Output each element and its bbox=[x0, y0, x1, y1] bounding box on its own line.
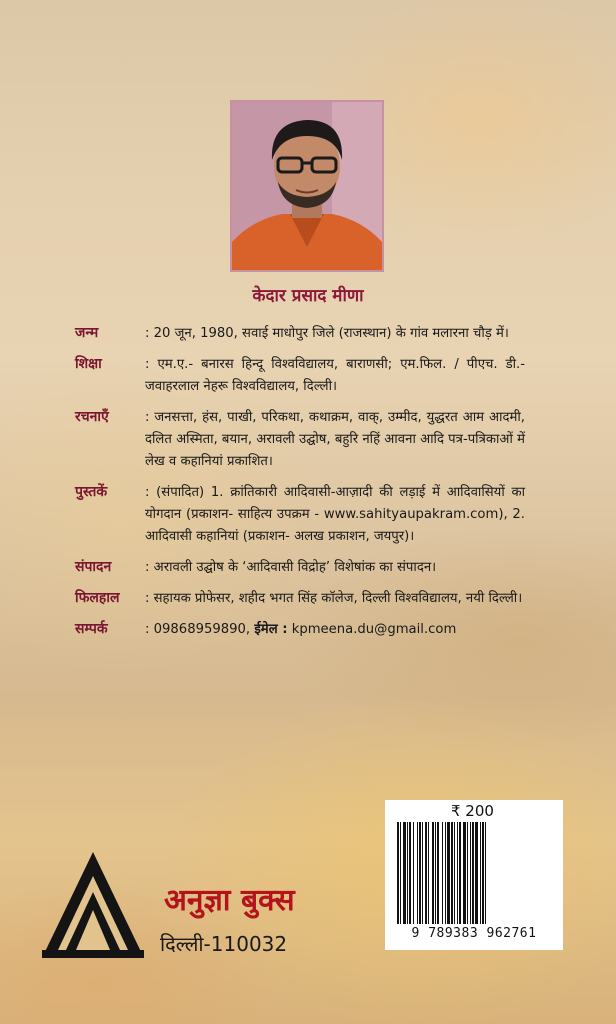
contact-email-label: ईमेल : bbox=[254, 622, 288, 637]
bio-label: जन्म bbox=[75, 325, 99, 341]
barcode-bar bbox=[400, 822, 401, 924]
bio-label: फिलहाल bbox=[75, 590, 120, 606]
bio-value: : सहायक प्रोफेसर, शहीद भगत सिंह कॉलेज, दिल्ली विश्वविद्यालय, नयी दिल्ली। bbox=[145, 591, 523, 606]
barcode-bar bbox=[451, 822, 453, 924]
bio-value: : एम.ए.- बनारस हिन्दू विश्वविद्यालय, बाराणसी; एम.फिल. / पीएच. डी.- जवाहरलाल नेहरू विश्वविद्यालय, दिल्ली। bbox=[145, 357, 525, 394]
bio-row-birth bbox=[75, 323, 525, 345]
barcode-bar bbox=[485, 822, 486, 924]
bio-label: सम्पर्क bbox=[75, 621, 108, 637]
bio-label: पुस्तकें bbox=[75, 484, 108, 500]
isbn-number: 9 789383 962761 bbox=[411, 926, 537, 941]
bio-row-education bbox=[75, 354, 525, 398]
barcode-bar bbox=[428, 822, 429, 924]
bio-label: संपादन bbox=[75, 559, 112, 575]
author-portrait-illustration bbox=[232, 102, 382, 270]
barcode-bar bbox=[480, 822, 481, 924]
author-bio bbox=[75, 323, 525, 650]
barcode-bar bbox=[442, 822, 443, 924]
barcode-bar bbox=[437, 822, 439, 924]
barcode-bar bbox=[472, 822, 474, 924]
barcode-label bbox=[385, 800, 563, 950]
bio-row-books bbox=[75, 482, 525, 548]
price-tag: ₹ 200 bbox=[451, 802, 494, 820]
contact-email: kpmeena.du@gmail.com bbox=[291, 622, 457, 637]
barcode-bar bbox=[413, 822, 414, 924]
barcode-bar bbox=[475, 822, 478, 924]
bio-label: रचनाएँ bbox=[75, 409, 109, 425]
bio-value: : जनसत्ता, हंस, पाखी, परिकथा, कथाक्रम, वाक्, उम्मीद, युद्धरत आम आदमी, दलित अस्मिता, बयान, अरावली उद्घोष, बहुरि नहिं आवना आदि पत्र-पत्रिकाओं में लेख व कहानियां प्रकाशित। bbox=[145, 410, 525, 469]
bio-value: : अरावली उद्घोष के ‘आदिवासी विद्रोह’ विशेषांक का संपादन। bbox=[145, 560, 437, 575]
barcode-bar bbox=[403, 822, 406, 924]
bio-label: शिक्षा bbox=[75, 356, 102, 372]
publisher-city: दिल्ली-110032 bbox=[160, 932, 288, 956]
barcode-bar bbox=[467, 822, 468, 924]
barcode-bar bbox=[425, 822, 427, 924]
barcode-bar bbox=[419, 822, 421, 924]
barcode-bar bbox=[457, 822, 458, 924]
barcode-bar bbox=[445, 822, 446, 924]
barcode-bar bbox=[407, 822, 408, 924]
barcode-bar bbox=[447, 822, 450, 924]
barcode-icon bbox=[395, 822, 553, 924]
barcode-bar bbox=[482, 822, 484, 924]
author-name: केदार प्रसाद मीणा bbox=[252, 286, 364, 306]
contact-value bbox=[145, 619, 525, 641]
barcode-bar bbox=[422, 822, 423, 924]
barcode-bar bbox=[432, 822, 434, 924]
barcode-bar bbox=[417, 822, 418, 924]
bio-row-current bbox=[75, 588, 525, 610]
publisher-logo bbox=[40, 850, 146, 964]
bio-row-contact bbox=[75, 619, 525, 641]
bio-value: : (संपादित) 1. क्रांतिकारी आदिवासी-आज़ादी की लड़ाई में आदिवासियों का योगदान (प्रकाशन- साहित्य उपक्रम - www.sahityaupakram.com), 2. आदिवासी कहानियां (प्रकाशन- अलख प्रकाशन, जयपुर)। bbox=[145, 485, 525, 544]
publisher-a-logo-icon bbox=[40, 850, 146, 960]
barcode-bar bbox=[409, 822, 411, 924]
barcode-bar bbox=[459, 822, 461, 924]
barcode-bar bbox=[463, 822, 466, 924]
contact-phone: : 09868959890, bbox=[145, 622, 251, 637]
barcode-bar bbox=[397, 822, 399, 924]
barcode-bar bbox=[454, 822, 455, 924]
bio-value: : 20 जून, 1980, सवाई माधोपुर जिले (राजस्थान) के गांव मलारना चौड़ में। bbox=[145, 326, 509, 341]
bio-row-editing bbox=[75, 557, 525, 579]
barcode-bar bbox=[470, 822, 471, 924]
author-photo bbox=[230, 100, 384, 272]
barcode-bar bbox=[435, 822, 436, 924]
publisher-name: अनुज्ञा बुक्स bbox=[164, 883, 295, 918]
bio-row-works bbox=[75, 407, 525, 473]
